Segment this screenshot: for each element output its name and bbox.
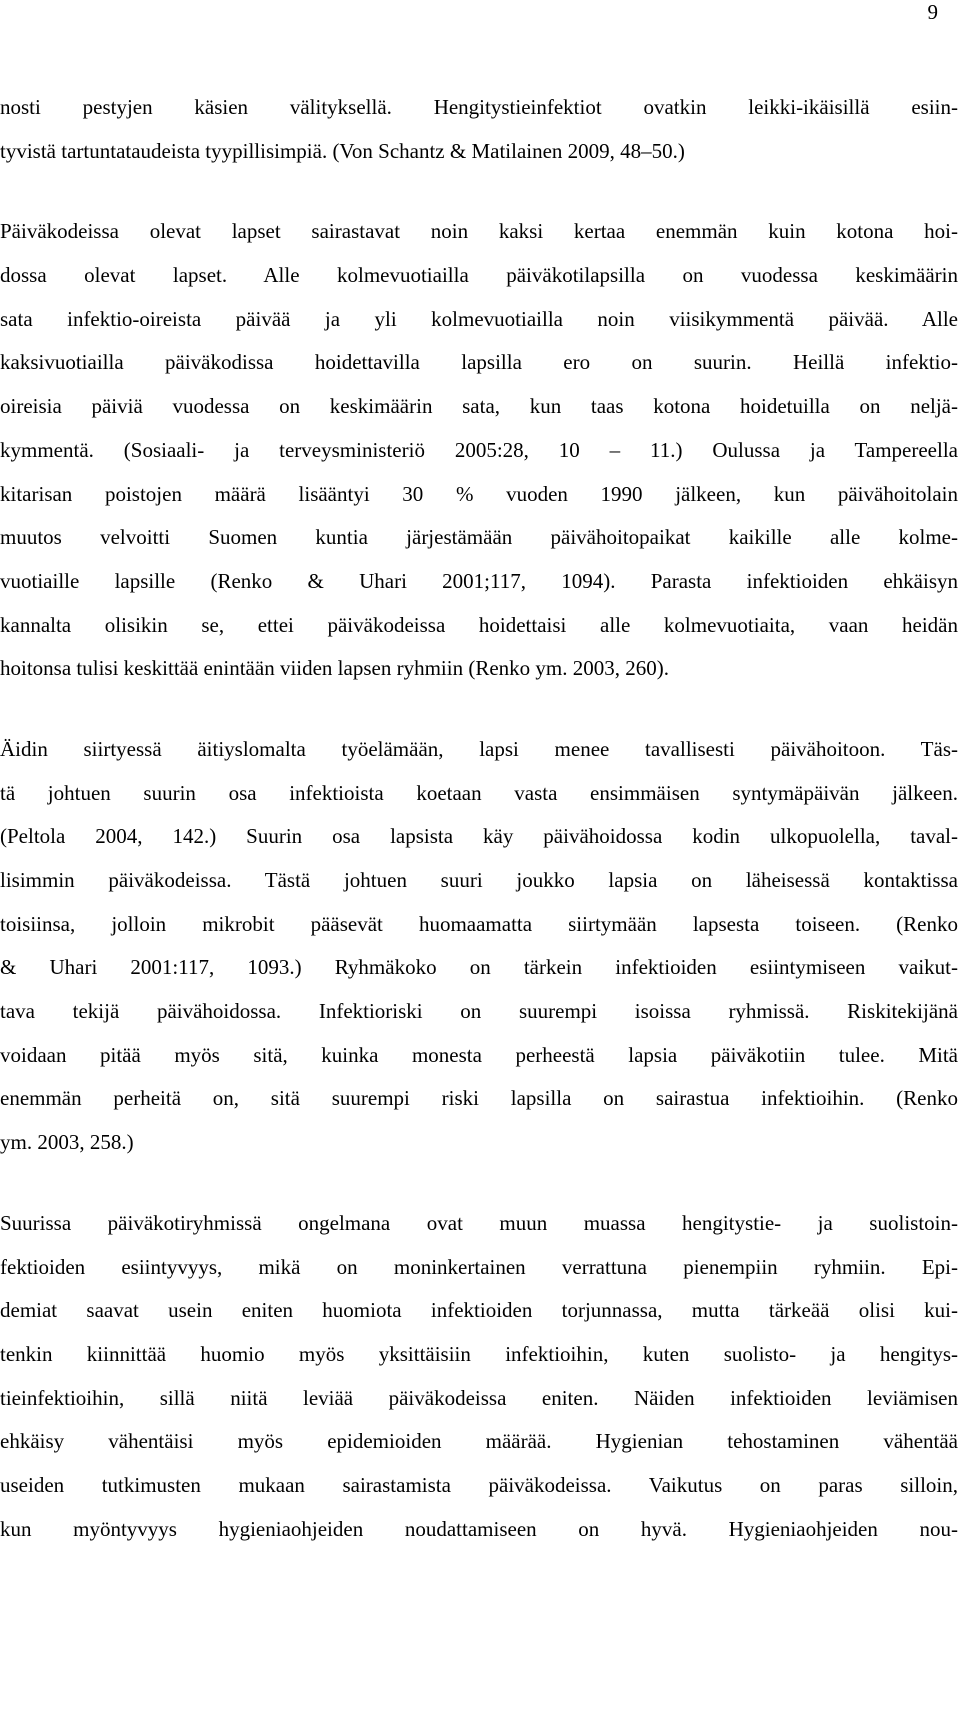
text-line: tä johtuen suurin osa infektioista koetaan vasta ensimmäisen syntymäpäivän jälkeen.	[0, 780, 958, 805]
text-line: Suurissa päiväkotiryhmissä ongelmana ovat muun muassa hengitystie- ja suolistoin-	[0, 1210, 958, 1235]
text-line: kun myöntyvyys hygieniaohjeiden noudattamiseen on hyvä. Hygieniaohjeiden nou-	[0, 1516, 958, 1541]
document-body	[0, 86, 958, 1551]
text-line: kymmentä. (Sosiaali- ja terveysministeriö 2005:28, 10 – 11.) Oulussa ja Tampereella	[0, 437, 958, 462]
paragraph-3	[0, 728, 958, 1165]
text-line: ehkäisy vähentäisi myös epidemioiden määrää. Hygienian tehostaminen vähentää	[0, 1429, 958, 1454]
text-line: Päiväkodeissa olevat lapset sairastavat noin kaksi kertaa enemmän kuin kotona hoi-	[0, 219, 958, 244]
text-line: vuotiaille lapsille (Renko & Uhari 2001;117, 1094). Parasta infektioiden ehkäisyn	[0, 568, 958, 593]
text-line: dossa olevat lapset. Alle kolmevuotiailla päiväkotilapsilla on vuodessa keskimäärin	[0, 263, 958, 288]
text-line: ym. 2003, 258.)	[0, 1130, 134, 1155]
text-line: tava tekijä päivähoidossa. Infektioriski on suurempi isoissa ryhmissä. Riskitekijänä	[0, 999, 958, 1024]
paragraph-2	[0, 210, 958, 691]
page-number: 9	[927, 0, 938, 24]
text-line: enemmän perheitä on, sitä suurempi riski lapsilla on sairastua infektioihin. (Renko	[0, 1086, 958, 1111]
text-line: tenkin kiinnittää huomio myös yksittäisiin infektioihin, kuten suolisto- ja hengitys-	[0, 1341, 958, 1366]
text-line: toisiinsa, jolloin mikrobit pääsevät huomaamatta siirtymään lapsesta toiseen. (Renko	[0, 911, 958, 936]
text-line: tieinfektioihin, sillä niitä leviää päiväkodeissa eniten. Näiden infektioiden leviämisen	[0, 1385, 958, 1410]
text-line: kitarisan poistojen määrä lisääntyi 30 % vuoden 1990 jälkeen, kun päivähoitolain	[0, 481, 958, 506]
text-line: kannalta olisikin se, ettei päiväkodeissa hoidettaisi alle kolmevuotiaita, vaan heidän	[0, 612, 958, 637]
paragraph-4	[0, 1202, 958, 1552]
text-line: voidaan pitää myös sitä, kuinka monesta perheestä lapsia päiväkotiin tulee. Mitä	[0, 1042, 958, 1067]
text-line: tyvistä tartuntataudeista tyypillisimpiä. (Von Schantz & Matilainen 2009, 48–50.)	[0, 138, 685, 163]
text-line: lisimmin päiväkodeissa. Tästä johtuen suuri joukko lapsia on läheisessä kontaktissa	[0, 868, 958, 892]
text-line: hoitonsa tulisi keskittää enintään viiden lapsen ryhmiin (Renko ym. 2003, 260).	[0, 656, 669, 681]
text-line: nosti pestyjen käsien välityksellä. Hengitystieinfektiot ovatkin leikki-ikäisillä esiin-	[0, 95, 958, 119]
text-line: demiat saavat usein eniten huomiota infektioiden torjunnassa, mutta tärkeää olisi kui-	[0, 1298, 958, 1323]
text-line: fektioiden esiintyvyys, mikä on moninkertainen verrattuna pienempiin ryhmiin. Epi-	[0, 1254, 958, 1279]
paragraph-1	[0, 86, 958, 173]
text-line: (Peltola 2004, 142.) Suurin osa lapsista käy päivähoidossa kodin ulkopuolella, taval-	[0, 824, 958, 849]
text-line: muutos velvoitti Suomen kuntia järjestämään päivähoitopaikat kaikille alle kolme-	[0, 525, 958, 550]
text-line: Äidin siirtyessä äitiyslomalta työelämään, lapsi menee tavallisesti päivähoitoon. Täs-	[0, 736, 958, 761]
text-line: & Uhari 2001:117, 1093.) Ryhmäkoko on tärkein infektioiden esiintymiseen vaikut-	[0, 955, 958, 980]
text-line: kaksivuotiailla päiväkodissa hoidettavilla lapsilla ero on suurin. Heillä infektio-	[0, 350, 958, 375]
text-line: useiden tutkimusten mukaan sairastamista päiväkodeissa. Vaikutus on paras silloin,	[0, 1472, 958, 1497]
text-line: sata infektio-oireista päivää ja yli kolmevuotiailla noin viisikymmentä päivää. Alle	[0, 306, 958, 331]
text-line: oireisia päiviä vuodessa on keskimäärin sata, kun taas kotona hoidetuilla on neljä-	[0, 394, 958, 419]
